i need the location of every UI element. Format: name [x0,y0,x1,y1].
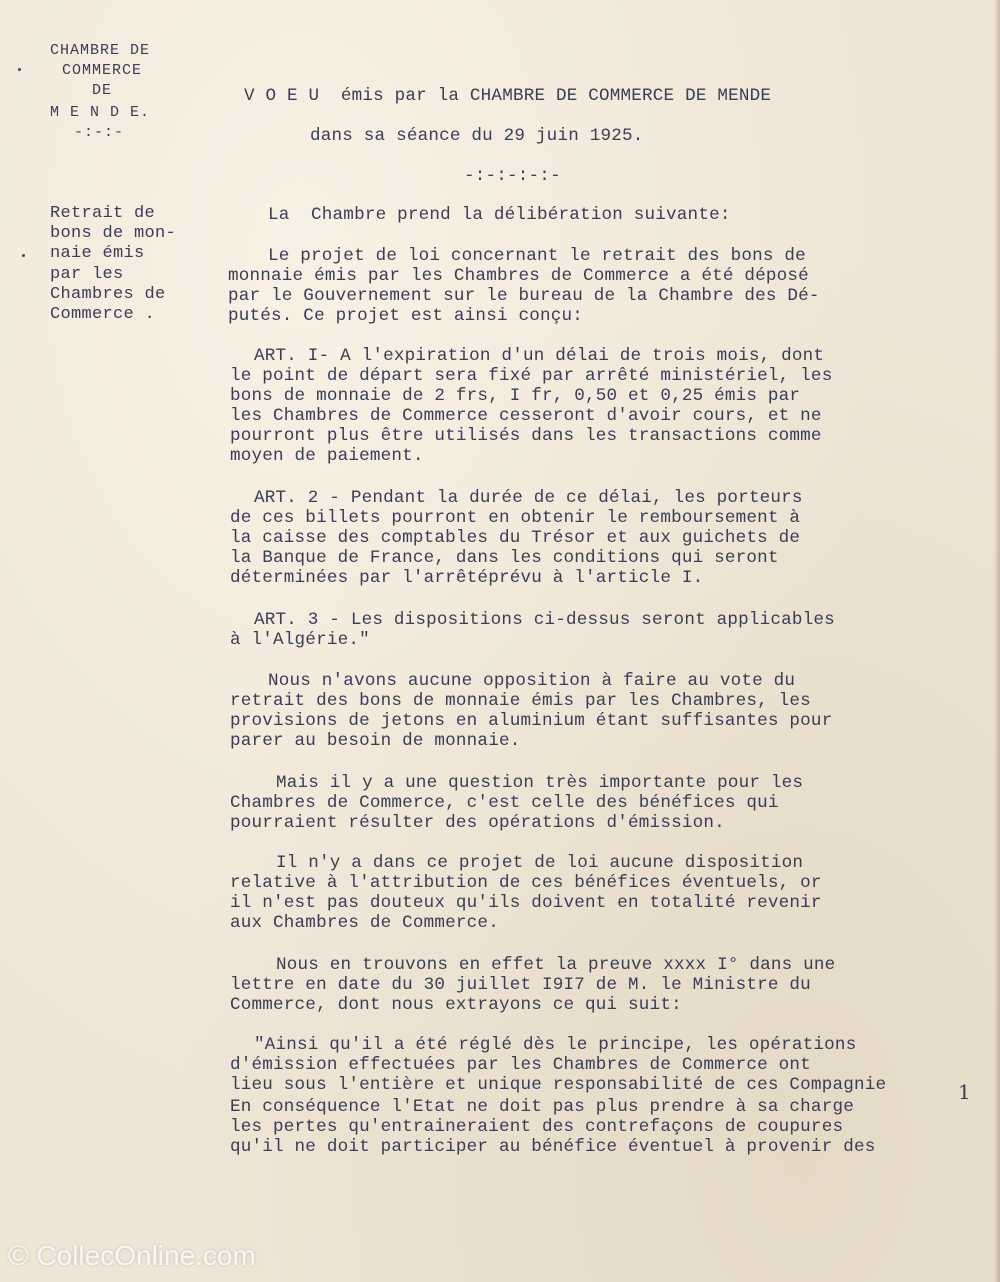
margin-note-line-2: bons de mon- [50,224,177,243]
org-line-2: COMMERCE [62,62,143,79]
body-line: qu'il ne doit participer au bénéfice éventuel à provenir des [230,1137,876,1157]
body-line: moyen de paiement. [230,446,424,466]
body-line: Commerce, dont nous extrayons ce qui suit: [230,995,682,1015]
body-line: pourraient résulter des opérations d'émission. [230,813,725,833]
margin-note-line-3: naie émis [50,244,145,263]
body-line: pourront plus être utilisés dans les transactions comme [230,426,822,446]
margin-note-line-5: Chambres de [50,285,166,304]
body-line: d'émission effectuées par les Chambres de Commerce ont [230,1055,811,1075]
body-line: la caisse des comptables du Trésor et aux guichets de [230,528,801,548]
body-line: La Chambre prend la délibération suivante: [268,205,731,225]
body-line: de ces billets pourront en obtenir le remboursement à [230,508,801,528]
body-line: les pertes qu'entraineraient des contrefaçons de coupures [230,1117,844,1137]
org-line-4: M E N D E. [50,104,151,121]
body-line: il n'est pas douteux qu'ils doivent en totalité revenir [230,893,822,913]
body-line: le point de départ sera fixé par arrêté ministériel, les [230,366,833,386]
body-line: Chambres de Commerce, c'est celle des bénéfices qui [230,793,779,813]
title-line-1: V O E U émis par la CHAMBRE DE COMMERCE DE MENDE [244,86,772,106]
margin-note-line-1: Retrait de [50,204,156,223]
body-line: bons de monnaie de 2 frs, I fr, 0,50 et 0,25 émis par [230,386,801,406]
body-line: Mais il y a une question très importante pour les [276,773,804,793]
body-line: aux Chambres de Commerce. [230,913,499,933]
body-line: parer au besoin de monnaie. [230,731,521,751]
body-line: Le projet de loi concernant le retrait des bons de [268,246,806,266]
body-line: à l'Algérie." [230,630,370,650]
paper-speck [22,254,25,257]
org-line-3: DE [92,82,113,99]
body-line: les Chambres de Commerce cesseront d'avoir cours, et ne [230,406,822,426]
body-line: ART. I- A l'expiration d'un délai de trois mois, dont [254,346,825,366]
watermark: © CollecOnline.com [8,1240,256,1271]
body-line: Il n'y a dans ce projet de loi aucune disposition [276,853,804,873]
body-line: provisions de jetons en aluminium étant suffisantes pour [230,711,833,731]
org-line-1: CHAMBRE DE [50,42,151,59]
title-separator: -:-:-:-:- [464,166,561,186]
margin-note-line-6: Commerce . [50,305,156,324]
body-line: lieu sous l'entière et unique responsabilité de ces Compagnie [230,1075,887,1095]
paper-speck [18,68,21,71]
body-line: "Ainsi qu'il a été réglé dès le principe, les opérations [254,1035,857,1055]
body-line: relative à l'attribution de ces bénéfices éventuels, or [230,873,822,893]
body-line: par le Gouvernement sur le bureau de la Chambre des Dé- [228,286,820,306]
body-line: lettre en date du 30 juillet I9I7 de M. le Ministre du [230,975,811,995]
handwritten-mark: 1 [958,1080,971,1104]
body-line: Nous n'avons aucune opposition à faire au vote du [268,671,796,691]
body-line: retrait des bons de monnaie émis par les Chambres, les [230,691,811,711]
title-line-2: dans sa séance du 29 juin 1925. [310,126,644,146]
body-line: monnaie émis par les Chambres de Commerce a été déposé [228,266,809,286]
paper-edge-shadow [994,0,1000,1282]
body-line: ART. 3 - Les dispositions ci-dessus seront applicables [254,610,835,630]
body-line: Nous en trouvons en effet la preuve xxxx I° dans une [276,955,836,975]
org-line-5: -:-:- [74,124,125,141]
body-line: ART. 2 - Pendant la durée de ce délai, les porteurs [254,488,803,508]
body-line: En conséquence l'Etat ne doit pas plus prendre à sa charge [230,1097,854,1117]
body-line: déterminées par l'arrêtéprévu à l'article I. [230,568,704,588]
body-line: la Banque de France, dans les conditions qui seront [230,548,779,568]
body-line: putés. Ce projet est ainsi conçu: [228,306,584,326]
margin-note-line-4: par les [50,265,124,284]
